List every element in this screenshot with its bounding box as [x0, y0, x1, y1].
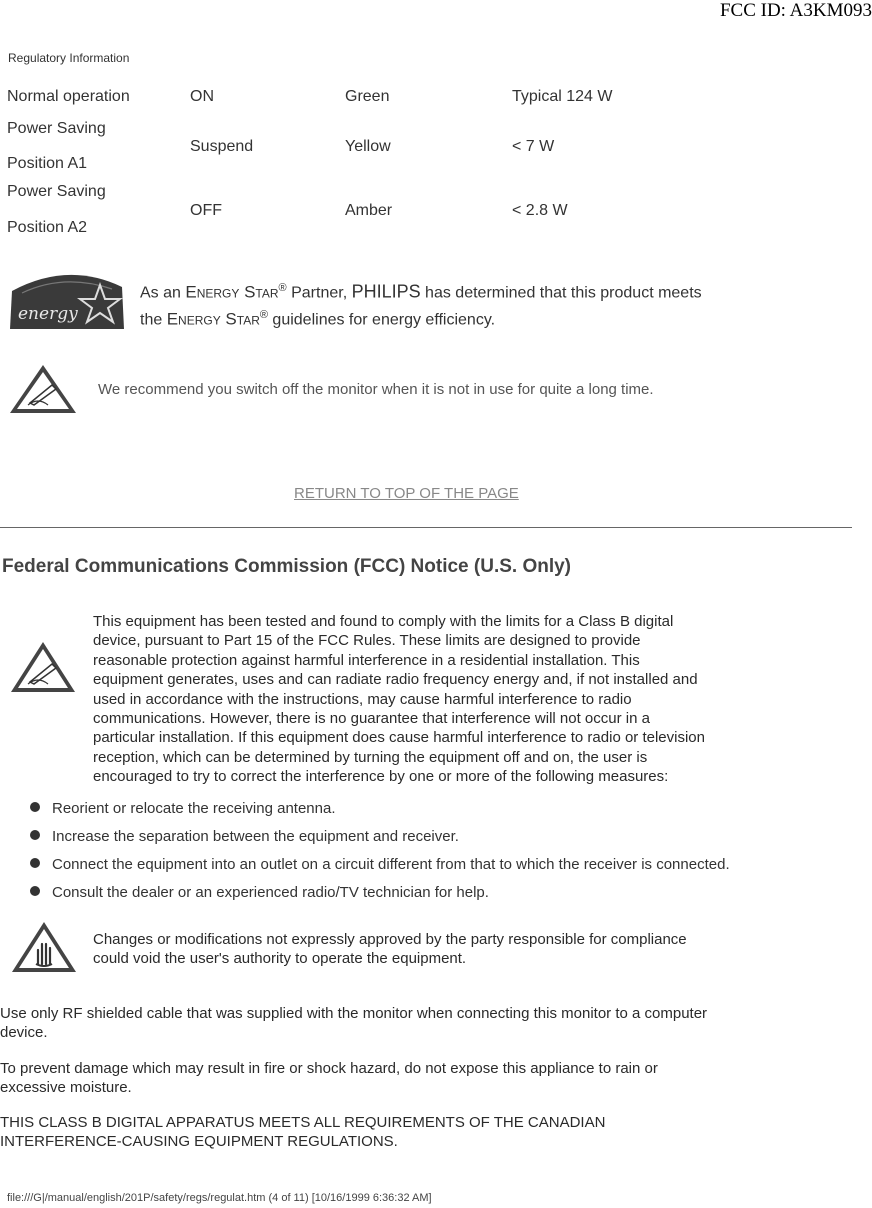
bullet-icon — [30, 830, 40, 840]
state-on: ON — [190, 88, 214, 105]
changes-line: Changes or modifications not expressly approved by the party responsible for compliance — [93, 931, 687, 948]
canada-line: THIS CLASS B DIGITAL APPARATUS MEETS ALL REQUIREMENTS OF THE CANADIAN — [0, 1114, 606, 1131]
es-reg-1: ® — [278, 282, 287, 294]
bullet-icon — [30, 886, 40, 896]
measure-text: Consult the dealer or an experienced radio/TV technician for help. — [52, 884, 489, 901]
measure-text: Connect the equipment into an outlet on a circuit different from that to which the receiver is connected. — [52, 856, 730, 873]
power-normal: Typical 124 W — [512, 88, 613, 105]
para-line: reception, which can be determined by turning the equipment off and on, the user is — [93, 748, 648, 766]
list-item — [30, 856, 730, 884]
changes-line: could void the user's authority to operate the equipment. — [93, 950, 467, 967]
para-line: used in accordance with the instructions, may cause harmful interference to radio — [93, 690, 632, 708]
power-off: < 2.8 W — [512, 202, 568, 219]
es-l1b: Partner, — [286, 284, 352, 302]
led-yellow: Yellow — [345, 138, 391, 155]
es-l2b: guidelines for energy efficiency. — [267, 311, 496, 329]
para-line: encouraged to try to correct the interference by one or more of the following measures: — [93, 768, 669, 786]
led-green: Green — [345, 88, 390, 105]
list-item — [30, 884, 730, 912]
para-line: equipment generates, uses and can radiate radio frequency energy and, if not installed and — [93, 671, 698, 689]
fcc-id-label: FCC ID: A3KM093 — [719, 0, 872, 21]
bullet-icon — [30, 858, 40, 868]
para-line: reasonable protection against harmful interference in a residential installation. This — [93, 651, 640, 669]
energy-star-logo-icon — [8, 265, 126, 336]
mode-a1-line1: Power Saving — [7, 120, 106, 137]
para-line: communications. However, there is no guarantee that interference will not occur in a — [93, 710, 650, 728]
energy-star-statement — [140, 277, 702, 332]
breadcrumb: Regulatory Information — [8, 51, 130, 65]
mode-a2-line2: Position A2 — [7, 219, 88, 236]
damage-warning-note — [0, 1059, 658, 1097]
recommendation-text: We recommend you switch off the monitor when it is not in use for quite a long time. — [98, 381, 654, 398]
es-l1a: As an — [140, 284, 186, 302]
para-line: This equipment has been tested and found to comply with the limits for a Class B digital — [93, 613, 674, 630]
energy-logo-text: energy — [18, 304, 78, 324]
list-item — [30, 800, 730, 828]
warning-hand-icon — [10, 920, 78, 979]
led-amber: Amber — [345, 202, 393, 219]
measure-text: Reorient or relocate the receiving antenna. — [52, 800, 336, 817]
shielded-line: device. — [0, 1024, 48, 1041]
measures-list — [30, 800, 730, 912]
es-l1c: has determined that this product meets — [420, 284, 702, 302]
damage-line: To prevent damage which may result in fire or shock hazard, do not expose this appliance to rain or — [0, 1060, 658, 1077]
para-line: particular installation. If this equipment does cause harmful interference to radio or television — [93, 729, 705, 747]
note-pencil-icon — [9, 640, 77, 699]
shielded-line: Use only RF shielded cable that was supplied with the monitor when connecting this monitor to a computer — [0, 1005, 708, 1022]
es-l2a: the — [140, 311, 167, 329]
canadian-compliance-note — [0, 1113, 605, 1151]
mode-normal: Normal operation — [7, 88, 130, 105]
canada-line: INTERFERENCE-CAUSING EQUIPMENT REGULATIONS. — [0, 1133, 398, 1150]
shielded-cable-note — [0, 1004, 707, 1042]
state-off: OFF — [190, 202, 222, 219]
es-company: PHILIPS — [351, 281, 421, 302]
file-path-footer: file:///G|/manual/english/201P/safety/regs/regulat.htm (4 of 11) [10/16/1999 6:36:32 AM] — [7, 1192, 432, 1204]
es-brand-1: Energy Star — [185, 282, 279, 302]
damage-line: excessive moisture. — [0, 1079, 132, 1096]
es-brand-2: Energy Star — [166, 309, 260, 329]
section-divider — [0, 527, 852, 528]
list-item — [30, 828, 730, 856]
state-suspend: Suspend — [190, 138, 254, 155]
fcc-compliance-paragraph — [93, 612, 853, 787]
mode-a1-line2: Position A1 — [7, 155, 88, 172]
return-to-top-link[interactable]: RETURN TO TOP OF THE PAGE — [294, 485, 519, 502]
para-line: device, pursuant to Part 15 of the FCC Rules. These limits are designed to provide — [93, 632, 641, 650]
mode-a2-line1: Power Saving — [7, 183, 106, 200]
power-suspend: < 7 W — [512, 138, 555, 155]
measure-text: Increase the separation between the equipment and receiver. — [52, 828, 459, 845]
note-pencil-icon — [8, 363, 78, 420]
fcc-notice-title: Federal Communications Commission (FCC) Notice (U.S. Only) — [2, 556, 572, 577]
bullet-icon — [30, 802, 40, 812]
es-reg-2: ® — [259, 309, 268, 322]
changes-warning-text — [93, 930, 687, 968]
